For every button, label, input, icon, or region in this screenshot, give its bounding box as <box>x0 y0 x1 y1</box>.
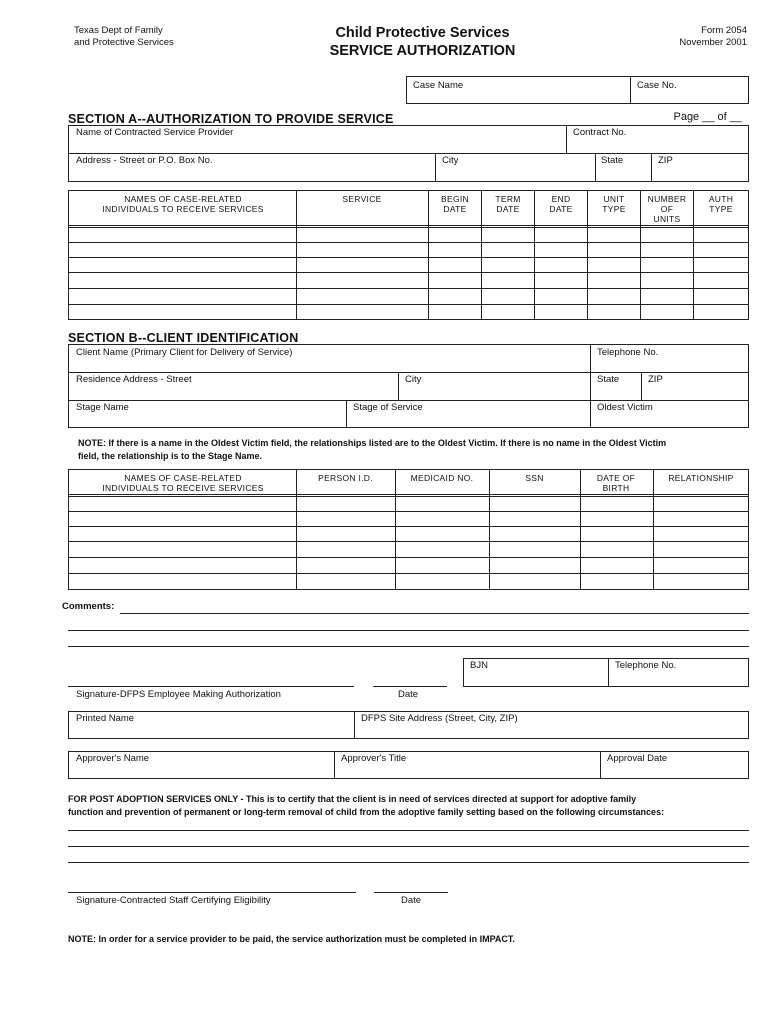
site-address-field[interactable]: DFPS Site Address (Street, City, ZIP) <box>361 713 518 724</box>
client-city-field[interactable]: City <box>405 374 422 385</box>
col-service: SERVICE <box>342 194 382 204</box>
comments-line-1[interactable] <box>120 613 749 614</box>
post-adoption-statement <box>68 793 758 819</box>
printed-name-field[interactable]: Printed Name <box>76 713 135 724</box>
table-row[interactable] <box>68 288 749 289</box>
client-telephone-field[interactable]: Telephone No. <box>597 347 659 358</box>
note-line-2: field, the relationship is to the Stage Name. <box>78 451 263 461</box>
col-term-date: TERM DATE <box>495 194 521 214</box>
form-id <box>679 25 747 49</box>
table-row[interactable] <box>68 511 749 512</box>
oldest-victim-field[interactable]: Oldest Victim <box>597 402 653 413</box>
employee-date-label: Date <box>398 689 419 700</box>
staff-date-label: Date <box>401 895 422 906</box>
comments-line-3[interactable] <box>68 646 749 647</box>
client-state-field[interactable]: State <box>597 374 620 385</box>
staff-signature-line[interactable] <box>68 892 356 893</box>
col-number-of-units: NUMBER OF UNITS <box>647 194 687 224</box>
table-row[interactable] <box>68 557 749 558</box>
section-a-title: SECTION A--AUTHORIZATION TO PROVIDE SERVICE <box>68 112 394 126</box>
employee-signature-label: Signature-DFPS Employee Making Authorization <box>76 689 281 700</box>
table-row[interactable] <box>68 257 749 258</box>
table-row[interactable] <box>68 526 749 527</box>
title-line-1: Child Protective Services <box>335 25 510 41</box>
contract-no-field[interactable]: Contract No. <box>573 127 627 138</box>
provider-city-field[interactable]: City <box>442 155 459 166</box>
client-name-field[interactable]: Client Name (Primary Client for Delivery of Service) <box>76 347 293 358</box>
employee-telephone-field[interactable]: Telephone No. <box>615 660 677 671</box>
employee-date-line[interactable] <box>373 686 447 687</box>
table-row[interactable] <box>68 304 749 305</box>
staff-date-line[interactable] <box>374 892 448 893</box>
circumstances-line-3[interactable] <box>68 862 749 863</box>
page-of-label: Page __ of __ <box>673 111 742 123</box>
agency-line-2: and Protective Services <box>74 37 174 48</box>
form-title <box>300 24 545 60</box>
provider-address-field[interactable]: Address - Street or P.O. Box No. <box>76 155 213 166</box>
table-row[interactable] <box>68 242 749 243</box>
residence-address-field[interactable]: Residence Address - Street <box>76 374 192 385</box>
approval-date-field[interactable]: Approval Date <box>607 753 668 764</box>
agency-name <box>74 25 174 49</box>
table-row[interactable] <box>68 573 749 574</box>
section-b-title: SECTION B--CLIENT IDENTIFICATION <box>68 331 299 345</box>
col-auth-type: AUTH TYPE <box>708 194 734 214</box>
client-zip-field[interactable]: ZIP <box>648 374 663 385</box>
form-number: Form 2054 <box>701 25 747 36</box>
comments-line-2[interactable] <box>68 630 749 631</box>
col-person-id: PERSON I.D. <box>318 473 373 483</box>
form-date: November 2001 <box>679 37 747 48</box>
oldest-victim-note <box>78 437 753 463</box>
post-adoption-line-2: function and prevention of permanent or long-term removal of child from the adoptive family setting based on the following circumstances: <box>68 807 665 817</box>
bjn-box <box>463 658 749 687</box>
stage-of-service-field[interactable]: Stage of Service <box>353 402 423 413</box>
col-unit-type: UNIT TYPE <box>602 194 626 214</box>
note-line-1: NOTE: If there is a name in the Oldest Victim field, the relationships listed are to the Oldest Victim. If there is no name in the Oldest Victim <box>78 438 667 448</box>
bjn-field[interactable]: BJN <box>470 660 488 671</box>
table-row[interactable] <box>68 272 749 273</box>
approver-title-field[interactable]: Approver's Title <box>341 753 407 764</box>
col-date-of-birth: DATE OF BIRTH <box>596 473 636 493</box>
col-individuals: NAMES OF CASE-RELATED INDIVIDUALS TO RECEIVE SERVICES <box>102 194 264 214</box>
provider-zip-field[interactable]: ZIP <box>658 155 673 166</box>
col-end-date: END DATE <box>549 194 573 214</box>
staff-signature-label: Signature-Contracted Staff Certifying Eligibility <box>76 895 271 906</box>
col-begin-date: BEGIN DATE <box>441 194 469 214</box>
circumstances-line-1[interactable] <box>68 830 749 831</box>
case-no-field[interactable]: Case No. <box>637 80 677 91</box>
post-adoption-line-1: FOR POST ADOPTION SERVICES ONLY - This is to certify that the client is in need of services directed at support for adoptive family <box>68 794 637 804</box>
col-medicaid-no: MEDICAID NO. <box>410 473 474 483</box>
title-line-2: SERVICE AUTHORIZATION <box>329 43 516 59</box>
stage-name-field[interactable]: Stage Name <box>76 402 129 413</box>
approver-name-field[interactable]: Approver's Name <box>76 753 150 764</box>
col-ssn: SSN <box>525 473 544 483</box>
employee-signature-line[interactable] <box>68 686 354 687</box>
circumstances-line-2[interactable] <box>68 846 749 847</box>
col-individuals-b: NAMES OF CASE-RELATED INDIVIDUALS TO RECEIVE SERVICES <box>102 473 264 493</box>
agency-line-1: Texas Dept of Family <box>74 25 163 36</box>
col-relationship: RELATIONSHIP <box>668 473 734 483</box>
provider-name-field[interactable]: Name of Contracted Service Provider <box>76 127 234 138</box>
comments-label: Comments: <box>62 601 115 612</box>
impact-note: NOTE: In order for a service provider to be paid, the service authorization must be completed in IMPACT. <box>68 934 515 944</box>
table-row[interactable] <box>68 541 749 542</box>
case-name-field[interactable]: Case Name <box>413 80 464 91</box>
provider-state-field[interactable]: State <box>601 155 624 166</box>
